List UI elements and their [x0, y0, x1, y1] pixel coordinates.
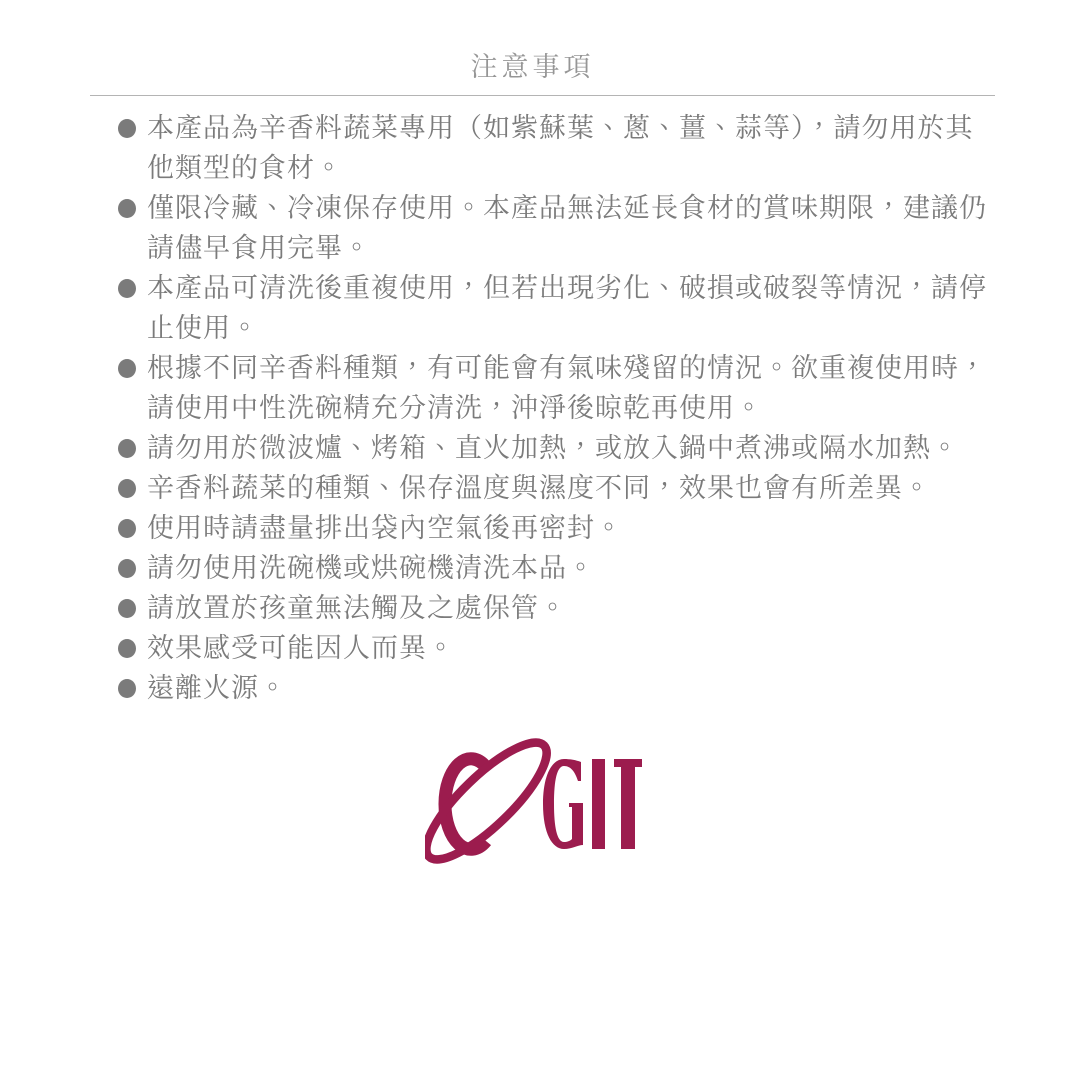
- note-text: 請放置於孩童無法觸及之處保管。: [147, 593, 567, 623]
- bullet-icon: [118, 479, 136, 498]
- bullet-icon: [118, 199, 136, 218]
- note-text: 請勿使用洗碗機或烘碗機清洗本品。: [147, 553, 595, 583]
- list-item: [118, 548, 995, 588]
- bullet-icon: [118, 359, 136, 378]
- bullet-icon: [118, 279, 136, 298]
- list-item: [118, 268, 995, 348]
- note-text: 本產品為辛香料蔬菜專用（如紫蘇葉、蔥、薑、蒜等），請勿用於其他類型的食材。: [147, 113, 974, 183]
- note-text: 本產品可清洗後重複使用，但若出現劣化、破損或破裂等情況，請停止使用。: [147, 273, 987, 343]
- list-item: [118, 188, 995, 268]
- logo-letter-i: [592, 759, 605, 849]
- brand-logo: [425, 736, 660, 866]
- bullet-icon: [118, 599, 136, 618]
- note-text: 根據不同辛香料種類，有可能會有氣味殘留的情況。欲重複使用時，請使用中性洗碗精充分清洗，沖淨後晾乾再使用。: [147, 353, 987, 423]
- bullet-icon: [118, 679, 136, 698]
- bullet-icon: [118, 119, 136, 138]
- note-text: 使用時請盡量排出袋內空氣後再密封。: [147, 513, 623, 543]
- list-item: [118, 628, 995, 668]
- list-item: [118, 108, 995, 188]
- bullet-icon: [118, 559, 136, 578]
- list-item: [118, 348, 995, 428]
- bullet-icon: [118, 519, 136, 538]
- list-item: [118, 668, 995, 708]
- note-text: 效果感受可能因人而異。: [147, 633, 455, 663]
- page-title: 注意事項: [470, 52, 595, 82]
- logo-letter-g: [543, 759, 583, 849]
- list-item: [118, 428, 995, 468]
- title-divider: [90, 95, 995, 96]
- note-text: 請勿用於微波爐、烤箱、直火加熱，或放入鍋中煮沸或隔水加熱。: [147, 433, 959, 463]
- list-item: [118, 468, 995, 508]
- note-text: 遠離火源。: [147, 673, 287, 703]
- note-text: 辛香料蔬菜的種類、保存溫度與濕度不同，效果也會有所差異。: [147, 473, 931, 503]
- bullet-icon: [118, 439, 136, 458]
- notes-list: [118, 108, 995, 708]
- cogit-logo-image: [425, 736, 660, 866]
- list-item: [118, 508, 995, 548]
- note-text: 僅限冷藏、冷凍保存使用。本產品無法延長食材的賞味期限，建議仍請儘早食用完畢。: [147, 193, 987, 263]
- logo-letter-t: [614, 759, 642, 849]
- bullet-icon: [118, 639, 136, 658]
- list-item: [118, 588, 995, 628]
